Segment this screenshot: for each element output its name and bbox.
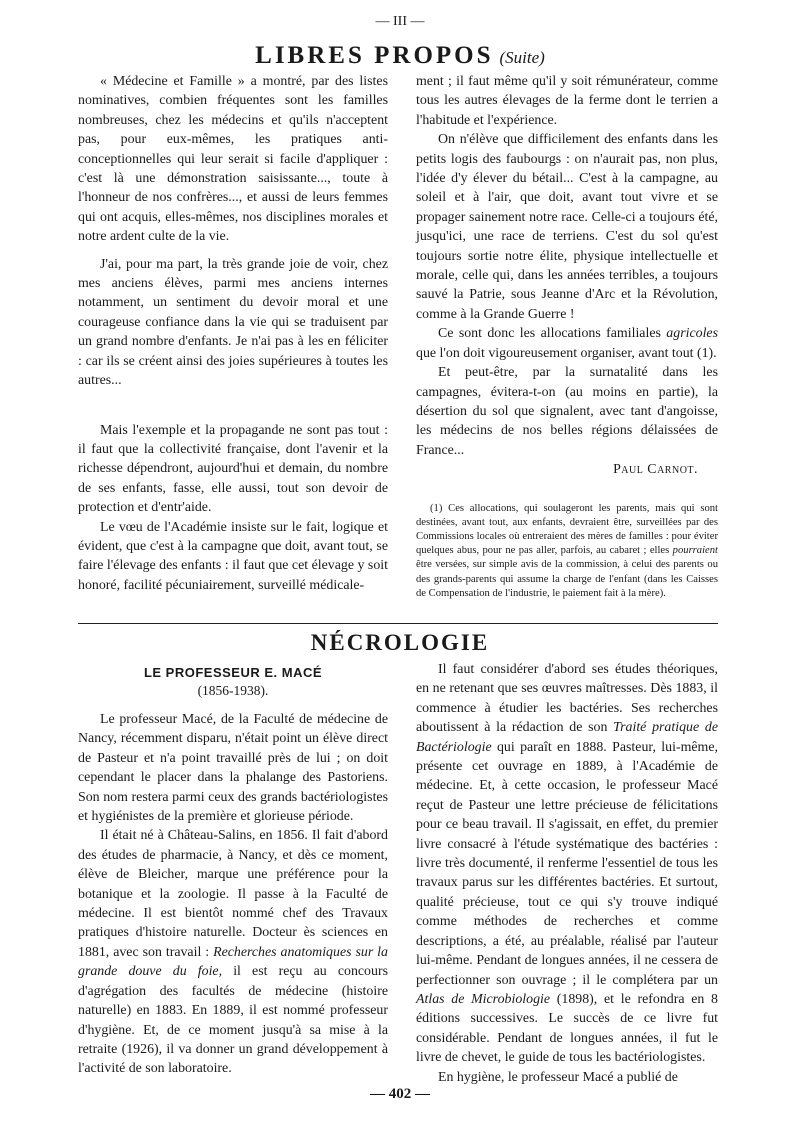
paragraph-text-end: (1898), et le refondra en 8 éditions successives. Le succès de ce livre fut considérable. Pendant de longues années, il fut le livre de chevet, le guide de tous les bactériologistes. <box>416 991 718 1066</box>
page-number: — 402 — <box>370 1086 430 1102</box>
footnote-spacer <box>416 480 718 502</box>
paragraph-text: Il faut considérer d'abord ses études théoriques, en ne retenant que ses œuvres maîtresses. Dès 1883, il commence à étudier les bactéries. Ses recherches aboutissent à la rédaction de son <box>416 662 718 736</box>
work-title: Atlas de Microbiologie <box>416 991 551 1007</box>
necrologie-left-column <box>78 710 388 1079</box>
running-head: — III — <box>375 14 425 29</box>
article-headline <box>0 42 800 70</box>
footnote-text: (1) Ces allocations, qui soulageront les parents, mais qui sont destinées, avant tout, aux enfants, devraient être, surveillées par des Commissions locales où entreraient des mères de familles : pour éviter quelques abus, pour ne pas aller, parfois, au cabaret ; elles <box>416 502 718 557</box>
paragraph-text: Il était né à Château-Salins, en 1856. Il fait d'abord des études de pharmacie, à Nancy, et dès ce moment, élève de Bleicher, marque une préférence pour la botanique et la zoologie. Il passe à la Faculté de médecine. Il est bientôt nommé chef des Travaux pratiques d'histoire naturelle. Docteur ès sciences en 1881, avec son travail : <box>78 828 388 960</box>
section-divider <box>78 623 718 624</box>
paragraph: J'ai, pour ma part, la très grande joie de voir, chez mes anciens élèves, parmi mes anciens internes notamment, un sentiment du devoir moral et une courageuse confiance dans la vie qui se traduisent par un grand nombre d'enfants. Je n'ai pas à les en féliciter : car ils se créent ainsi des joies supérieures à toutes les autres... <box>78 256 388 389</box>
paragraph: Mais l'exemple et la propagande ne sont pas tout : il faut que la collectivité française, dont l'avenir et la richesse dépendront, aujourd'hui et demain, du nombre de ses enfants, fasse, elle aussi, tout son devoir de protection et d'entr'aide. <box>78 422 388 516</box>
paragraph-gap <box>78 391 388 409</box>
footnote-emphasis: pourraient <box>672 545 718 557</box>
article-title: LIBRES PROPOS <box>255 42 494 69</box>
obituary-subject: LE PROFESSEUR E. MACÉ <box>143 665 323 680</box>
article1-left-column <box>78 72 388 595</box>
paragraph <box>416 324 718 363</box>
paragraph <box>78 826 388 1078</box>
article1-right-column <box>416 72 718 601</box>
paragraph <box>416 660 718 1068</box>
footnote <box>416 502 718 601</box>
footnote-text-end: être versées, sur simple avis de la commission, à celui des parents ou des grands-parents qui assume la charge de l'enfant (dans les Caisses de Compensation de l'industrie, le paiement fait à la mère). <box>416 559 718 599</box>
paragraph: Et peut-être, par la surnatalité dans les campagnes, évitera-t-on (au moins en partie), la désertion du sol que signalent, avec tant d'angoisse, les médecins de nos belles régions délaissées de France... <box>416 365 718 458</box>
allocations-text-end: que l'on doit vigoureusement organiser, avant tout (1). <box>416 345 717 361</box>
paragraph: ment ; il faut même qu'il y soit rémunérateur, comme tous les autres élevages de la ferme dont le terrien a l'habitude et l'expérience. <box>416 74 718 128</box>
article-title-suffix: (Suite) <box>499 48 545 67</box>
obituary-dates: (1856-1938). <box>197 683 269 698</box>
section-title: NÉCROLOGIE <box>310 630 490 655</box>
paragraph: Le professeur Macé, de la Faculté de médecine de Nancy, récemment disparu, n'était point un élève direct de Pasteur et n'a point travaillé près de lui ; on doit cependant le placer dans la phalange des Pastoriens. Son nom restera parmi ceux des grands bactériologistes et hygiénistes de la première et glorieuse période. <box>78 712 388 825</box>
work-title: Recherches anatomiques sur la grande douve du foie, <box>78 944 388 980</box>
paragraph: On n'élève que difficilement des enfants dans les petits logis des faubourgs : on n'aurait pas, non plus, l'idée d'y élever du bétail... C'est à la campagne, au soleil et à l'air, que doit, avant tout vivre et se propager sainement notre race. Celle-ci a toujours été, jusqu'ici, une race de terriens. C'est du sol qu'est toujours sortie notre élite, physique intellectuelle et morale, celle qui, dans les années terribles, a toujours sauvé la Patrie, sous Jeanne d'Arc et la Révolution, comme à la Grande Guerre ! <box>416 132 718 322</box>
paragraph: « Médecine et Famille » a montré, par des listes nominatives, combien fréquentes sont les familles nombreuses, chez les médecins et qu'ils n'acceptent pas, pour eux-mêmes, les pratiques anti-conceptionnelles qui leur serait si facile d'appliquer : c'est là une démonstration saisissante..., toute à l'honneur de nos confrères..., et aussi de leurs femmes qui ont acquis, elles-mêmes, nos disciplines morales et notre ardent culte de la vie. <box>78 74 388 245</box>
paragraph-text-end: il est reçu au concours d'agrégation des facultés de médecine (histoire naturelle) en 1883. En 1889, il est nommé professeur d'hygiène. Et, de ce moment jusqu'à sa mise à la retraite (1926), il va donner un grand développement à l'activité de son laboratoire. <box>78 964 388 1077</box>
allocations-text: Ce sont donc les allocations familiales <box>438 326 661 342</box>
paragraph: En hygiène, le professeur Macé a publié de <box>438 1069 678 1085</box>
allocations-emphasis: agricoles <box>666 326 718 342</box>
author-signature: Paul Carnot. <box>613 462 698 478</box>
paragraph-text: qui paraît en 1888. Pasteur, lui-même, présente cet ouvrage en 1889, à l'Académie de médecine. Et, à cette occasion, le professeur Macé reçut de Pasteur une lettre précieuse de félicitations pour ce beau travail. Il s'agissait, en effet, du premier livre consacré à l'étude systématique des bactéries : livre très documenté, il renferme l'essentiel de tous les travaux parus sur les différentes bactéries. Et surtout, qualité précieuse, tout ce qui s'y trouve indiqué comme méthodes de recherches et comme descriptions, a été, au préalable, réalisé par l'auteur lui-même. Pendant de longues années, il ne cessera de perfectionner son ouvrage ; il le complétera par un <box>416 739 718 988</box>
necrologie-right-column <box>416 660 718 1087</box>
paragraph: Le vœu de l'Académie insiste sur le fait, logique et évident, que c'est à la campagne que doit, avant tout, se faire l'élevage des enfants : il faut que cet élevage y soit honoré, facilité pécuniairement, surveillé médicale- <box>78 519 388 593</box>
work-title: Traité pratique de Bactériologie <box>416 720 718 755</box>
